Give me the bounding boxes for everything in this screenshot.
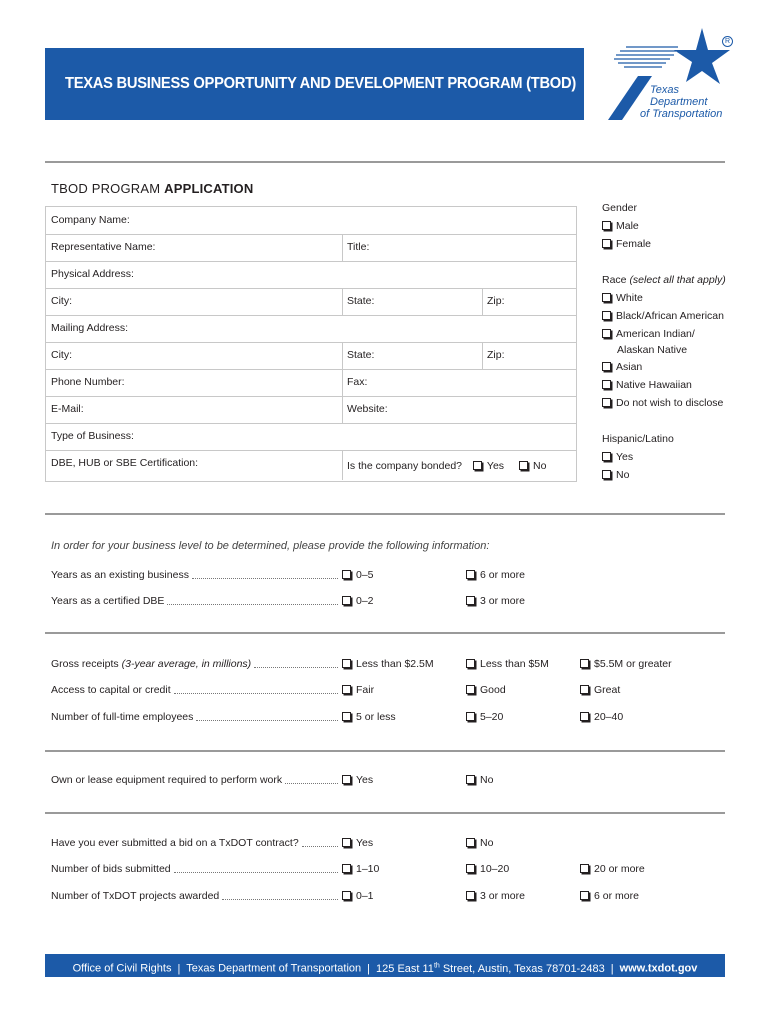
option-label: 10–20 [480, 863, 510, 875]
bonded-label: Is the company bonded? [347, 460, 462, 472]
option-label: Less than $5M [480, 658, 549, 670]
hispanic-no-option[interactable] [602, 469, 629, 481]
checkbox-icon[interactable] [342, 838, 351, 847]
option-label: 6 or more [480, 569, 525, 581]
checkbox-icon[interactable] [466, 659, 475, 668]
option-label: 20–40 [594, 711, 624, 723]
bids-count-question [51, 863, 338, 877]
logo-text-line-1: Texas [650, 84, 679, 96]
option-label: No [616, 469, 630, 481]
website-field[interactable]: Website: [347, 403, 388, 415]
leader-dots [222, 890, 338, 900]
checkbox-icon[interactable] [342, 570, 351, 579]
question-label: Own or lease equipment required to perform work [51, 774, 283, 786]
option-label: No [480, 774, 494, 786]
option-label: $5.5M or greater [594, 658, 672, 670]
question-label [51, 658, 251, 672]
employees-option-1[interactable] [342, 711, 396, 723]
heading-bold: APPLICATION [164, 181, 254, 196]
option-label: 1–10 [356, 863, 380, 875]
divider [45, 161, 725, 163]
form-row-certification [46, 450, 576, 480]
footer-website-link[interactable]: www.txdot.gov [619, 962, 698, 975]
gender-male-option[interactable] [602, 220, 639, 232]
option-label: 0–2 [356, 595, 374, 607]
bid-submitted-option-yes[interactable] [342, 837, 373, 849]
gross-option-3[interactable] [580, 658, 672, 670]
form-row-company [46, 207, 576, 235]
separator: | [367, 962, 371, 975]
bids-count-option-2[interactable] [466, 863, 509, 875]
checkbox-icon[interactable] [466, 685, 475, 694]
option-label: 0–5 [356, 569, 374, 581]
address-superscript: th [433, 962, 440, 969]
leader-dots [192, 569, 338, 579]
question-label: Years as a certified DBE [51, 595, 165, 607]
bid-submitted-option-no[interactable] [466, 837, 493, 849]
leader-dots [285, 774, 338, 784]
capital-option-1[interactable] [342, 684, 374, 696]
footer-dept: Texas Department of Transportation [186, 962, 362, 975]
capital-option-2[interactable] [466, 684, 506, 696]
email-field[interactable]: E-Mail: [51, 403, 84, 415]
bonded-yes-option[interactable] [473, 460, 504, 472]
option-label: 20 or more [594, 863, 645, 875]
checkbox-icon[interactable] [602, 470, 611, 479]
form-row-phone [46, 369, 576, 397]
years-existing-option-2[interactable] [466, 569, 525, 581]
option-label: Female [616, 238, 652, 250]
checkbox-icon[interactable] [602, 329, 611, 338]
checkbox-icon[interactable] [580, 659, 589, 668]
logo-text-line-2: Department [650, 96, 708, 108]
certification-field[interactable]: DBE, HUB or SBE Certification: [51, 457, 199, 469]
checkbox-icon[interactable] [466, 570, 475, 579]
footer-office: Office of Civil Rights [72, 962, 172, 975]
projects-awarded-option-3[interactable] [580, 890, 639, 902]
checkbox-icon[interactable] [602, 452, 611, 461]
city-field[interactable]: City: [51, 295, 72, 307]
employees-option-3[interactable] [580, 711, 623, 723]
equipment-option-no[interactable] [466, 774, 493, 786]
form-row-email [46, 396, 576, 424]
race-not-disclose-option[interactable] [602, 397, 723, 409]
phone-field[interactable]: Phone Number: [51, 376, 125, 388]
leader-dots [174, 863, 338, 873]
divider [45, 632, 725, 634]
mailing-zip-field[interactable]: Zip: [487, 349, 505, 361]
footer-address [376, 963, 605, 975]
option-label: Do not wish to disclose [616, 397, 724, 409]
application-heading [51, 181, 253, 196]
footer-bar [45, 954, 725, 977]
checkbox-icon[interactable] [580, 864, 589, 873]
option-label: American Indian/ [616, 328, 695, 340]
capital-option-3[interactable] [580, 684, 620, 696]
checkbox-icon[interactable] [602, 221, 611, 230]
question-label: Years as an existing business [51, 569, 189, 581]
checkbox-icon[interactable] [602, 293, 611, 302]
title-field[interactable]: Title: [347, 241, 370, 253]
years-existing-question [51, 569, 338, 583]
employees-option-2[interactable] [466, 711, 503, 723]
contact-form [45, 206, 577, 482]
option-label: White [616, 292, 643, 304]
divider [45, 750, 725, 752]
divider [45, 513, 725, 515]
option-label: Black/African American [616, 310, 724, 322]
option-label: Less than $2.5M [356, 658, 434, 670]
business-type-field[interactable]: Type of Business: [51, 430, 134, 442]
hispanic-yes-option[interactable] [602, 451, 633, 463]
checkbox-icon[interactable] [466, 838, 475, 847]
representative-name-field[interactable]: Representative Name: [51, 241, 156, 253]
checkbox-icon[interactable] [580, 685, 589, 694]
projects-awarded-option-1[interactable] [342, 890, 374, 902]
form-row-city-1 [46, 288, 576, 316]
state-field[interactable]: State: [347, 295, 375, 307]
leader-dots [167, 595, 338, 605]
years-dbe-option-1[interactable] [342, 595, 374, 607]
form-row-business-type [46, 423, 576, 451]
checkbox-icon[interactable] [342, 659, 351, 668]
bids-count-option-1[interactable] [342, 863, 379, 875]
company-name-field[interactable]: Company Name: [51, 214, 130, 226]
checkbox-icon[interactable] [466, 864, 475, 873]
option-label: Yes [356, 837, 374, 849]
option-label: 3 or more [480, 595, 525, 607]
bonded-no-label: No [532, 460, 547, 472]
leader-dots [196, 711, 338, 721]
race-hint: (select all that apply) [629, 274, 726, 286]
registered-mark-icon: R [722, 36, 733, 47]
option-label: Asian [616, 361, 643, 373]
gross-option-1[interactable] [342, 658, 434, 670]
capital-question [51, 684, 338, 698]
separator: | [610, 962, 614, 975]
zip-field[interactable]: Zip: [487, 295, 505, 307]
gross-hint: (3-year average, in millions) [121, 658, 252, 670]
checkbox-icon[interactable] [342, 891, 351, 900]
question-label: Have you ever submitted a bid on a TxDOT contract? [51, 837, 299, 849]
hispanic-label: Hispanic/Latino [602, 433, 674, 445]
heading-normal: TBOD PROGRAM [51, 181, 165, 196]
question-label: Access to capital or credit [51, 684, 171, 696]
checkbox-icon[interactable] [602, 398, 611, 407]
option-label: 3 or more [480, 890, 525, 902]
intro-text: In order for your business level to be determined, please provide the following information: [51, 540, 490, 552]
race-alaskan-native-label: Alaskan Native [617, 344, 688, 356]
checkbox-icon[interactable] [466, 891, 475, 900]
years-existing-option-1[interactable] [342, 569, 374, 581]
gross-label: Gross receipts [51, 658, 122, 670]
years-dbe-question [51, 595, 338, 609]
option-label: Good [480, 684, 506, 696]
leader-dots [174, 684, 338, 694]
race-native-hawaiian-option[interactable] [602, 379, 692, 391]
physical-address-field[interactable]: Physical Address: [51, 268, 134, 280]
logo-text-line-3: of Transportation [640, 108, 723, 120]
checkbox-icon[interactable] [342, 775, 351, 784]
option-label: Native Hawaiian [616, 379, 692, 391]
checkbox-icon[interactable] [342, 712, 351, 721]
years-dbe-option-2[interactable] [466, 595, 525, 607]
leader-dots [302, 837, 338, 847]
form-row-mailing-address [46, 315, 576, 343]
checkbox-icon[interactable] [342, 685, 351, 694]
checkbox-icon[interactable] [602, 239, 611, 248]
checkbox-icon[interactable] [342, 596, 351, 605]
employees-question [51, 711, 338, 725]
form-row-physical-address [46, 261, 576, 289]
race-american-indian-option[interactable] [602, 328, 695, 340]
bonded-question [342, 453, 576, 480]
gross-receipts-question [51, 658, 338, 672]
option-label: 0–1 [356, 890, 374, 902]
leader-dots [254, 658, 338, 668]
checkbox-icon[interactable] [466, 775, 475, 784]
equipment-option-yes[interactable] [342, 774, 373, 786]
option-label: 5 or less [356, 711, 396, 723]
address-part: 125 East 11 [376, 962, 434, 975]
header-banner [45, 48, 584, 120]
gross-option-2[interactable] [466, 658, 549, 670]
checkbox-icon[interactable] [466, 596, 475, 605]
bid-submitted-question [51, 837, 338, 851]
mailing-state-field[interactable]: State: [347, 349, 375, 361]
option-label: 5–20 [480, 711, 504, 723]
race-label [602, 274, 726, 286]
option-label: Great [594, 684, 621, 696]
page-title: TEXAS BUSINESS OPPORTUNITY AND DEVELOPMENT PROGRAM (TBOD) [65, 75, 576, 92]
projects-awarded-option-2[interactable] [466, 890, 525, 902]
divider [45, 812, 725, 814]
checkbox-icon[interactable] [342, 864, 351, 873]
gender-female-option[interactable] [602, 238, 651, 250]
question-label: Number of TxDOT projects awarded [51, 890, 220, 902]
projects-awarded-question [51, 890, 338, 904]
option-label: Yes [616, 451, 634, 463]
bonded-no-option[interactable] [519, 460, 546, 472]
checkbox-icon[interactable] [602, 380, 611, 389]
race-white-option[interactable] [602, 292, 643, 304]
option-label: Male [616, 220, 639, 232]
checkbox-icon[interactable] [580, 891, 589, 900]
race-label-text: Race [602, 274, 627, 286]
separator: | [177, 962, 181, 975]
question-label: Number of bids submitted [51, 863, 171, 875]
address-part: Street, Austin, Texas 78701-2483 [439, 962, 605, 975]
option-label: Fair [356, 684, 375, 696]
checkbox-icon[interactable] [580, 712, 589, 721]
checkbox-icon[interactable] [473, 461, 482, 470]
bonded-yes-label: Yes [486, 460, 505, 472]
checkbox-icon[interactable] [602, 311, 611, 320]
mailing-city-field[interactable]: City: [51, 349, 72, 361]
checkbox-icon[interactable] [602, 362, 611, 371]
checkbox-icon[interactable] [466, 712, 475, 721]
bids-count-option-3[interactable] [580, 863, 645, 875]
question-label: Number of full-time employees [51, 711, 194, 723]
gender-label: Gender [602, 202, 638, 214]
option-label: 6 or more [594, 890, 639, 902]
checkbox-icon[interactable] [519, 461, 528, 470]
race-black-option[interactable] [602, 310, 724, 322]
fax-field[interactable]: Fax: [347, 376, 368, 388]
mailing-address-field[interactable]: Mailing Address: [51, 322, 129, 334]
equipment-question [51, 774, 338, 788]
option-label: No [480, 837, 494, 849]
option-label: Yes [356, 774, 374, 786]
form-row-city-2 [46, 342, 576, 370]
form-row-representative [46, 234, 576, 262]
race-asian-option[interactable] [602, 361, 642, 373]
